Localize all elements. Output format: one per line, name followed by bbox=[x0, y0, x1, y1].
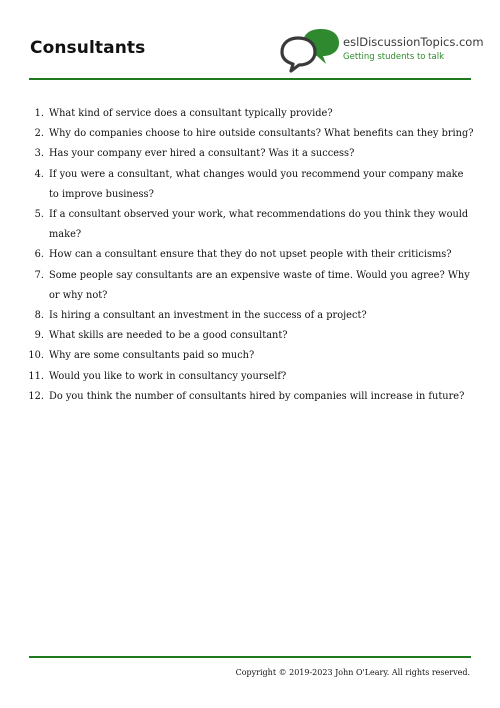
question-number: 9. bbox=[34, 330, 44, 342]
question-text: Would you like to work in consultancy yourself? bbox=[49, 370, 287, 382]
question-number: 3. bbox=[34, 148, 44, 160]
question-text: How can a consultant ensure that they do not upset people with their criticisms? bbox=[49, 249, 452, 261]
question-text: Why do companies choose to hire outside consultants? What benefits can they bring? bbox=[49, 128, 474, 140]
question-number: 7. bbox=[34, 269, 44, 281]
question-text: Why are some consultants paid so much? bbox=[49, 350, 255, 362]
question-item bbox=[20, 205, 474, 245]
question-number: 12. bbox=[28, 390, 44, 402]
question-item bbox=[20, 346, 474, 366]
question-text: Has your company ever hired a consultant? Was it a success? bbox=[49, 148, 355, 160]
question-item bbox=[20, 326, 474, 346]
footer-divider bbox=[29, 656, 471, 658]
question-item bbox=[20, 104, 474, 124]
header-divider bbox=[29, 78, 471, 80]
question-number: 2. bbox=[34, 128, 44, 140]
question-number: 5. bbox=[34, 209, 44, 221]
question-item bbox=[20, 144, 474, 164]
brand-tagline: Getting students to talk bbox=[343, 52, 445, 62]
question-text: If a consultant observed your work, what recommendations do you think they would make? bbox=[49, 209, 469, 241]
question-item bbox=[20, 387, 474, 407]
page-title: Consultants bbox=[30, 38, 146, 58]
question-item bbox=[20, 306, 474, 326]
question-text: Do you think the number of consultants hired by companies will increase in future? bbox=[49, 390, 465, 402]
question-list bbox=[20, 104, 474, 407]
question-text: Is hiring a consultant an investment in the success of a project? bbox=[49, 310, 367, 322]
question-item bbox=[20, 165, 474, 205]
question-item bbox=[20, 266, 474, 306]
question-text: What skills are needed to be a good consultant? bbox=[49, 330, 288, 342]
question-number: 8. bbox=[34, 310, 44, 322]
question-text: If you were a consultant, what changes would you recommend your company make to improve business? bbox=[49, 168, 464, 200]
question-item bbox=[20, 124, 474, 144]
question-text: Some people say consultants are an expensive waste of time. Would you agree? Why or why not? bbox=[49, 269, 470, 301]
speech-bubbles-logo-icon bbox=[279, 27, 341, 73]
question-number: 11. bbox=[28, 370, 44, 382]
question-item bbox=[20, 367, 474, 387]
question-number: 1. bbox=[34, 108, 44, 119]
question-number: 10. bbox=[28, 350, 44, 362]
question-number: 4. bbox=[34, 168, 44, 180]
brand-name: eslDiscussionTopics.com bbox=[343, 35, 484, 49]
copyright-text: Copyright © 2019-2023 John O'Leary. All rights reserved. bbox=[235, 668, 470, 677]
question-item bbox=[20, 245, 474, 265]
question-text: What kind of service does a consultant typically provide? bbox=[49, 108, 333, 119]
question-number: 6. bbox=[34, 249, 44, 261]
